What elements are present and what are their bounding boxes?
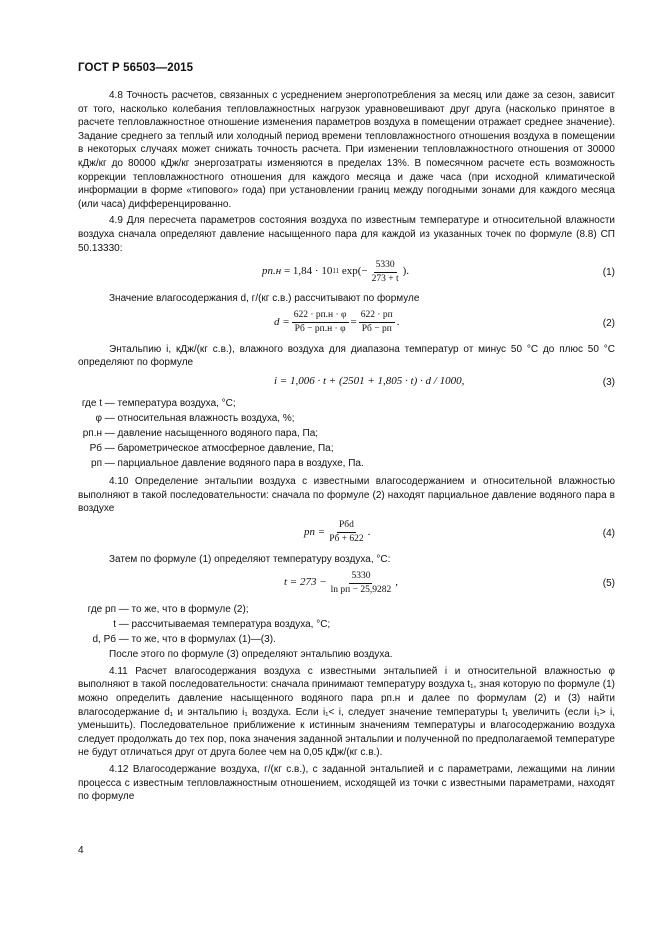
formula-5-numerator: 5330 [349,571,372,584]
where-list-1 [78,397,615,471]
where-item [78,633,615,647]
where-symbol: pп.н [82,427,102,439]
where-description: — температура воздуха, °С; [104,397,236,409]
where-description: — рассчитываемая температура воздуха, °С; [118,619,331,631]
paragraph-4-8: 4.8 Точность расчетов, связанных с усреднением энергопотребления за месяц или даже за сезон, зависит от того, насколько колебания тепловлажностных нагрузок уравновешивают друг друга (насколько принятое в расчете тепловлажностное отношение изменения параметров воздуха в помещении отражает среднее значение). Задание среднего за теплый или холодный период времени тепловлажностного отношения воздуха в помещении в некоторых случаях может снижать точность расчета. При изменении тепловлажностного отношения от 30000 кДж/кг до 80000 кДж/кг энергозатраты изменяются в пределах 13%. В помесячном расчете есть возможность коррекции тепловлажностного отношения для каждого месяца и даже часа (при исходной климатической информации в форме «типового» года) при установлении границ между погодными зонами для каждого месяца (или часа) дифференцированно. [78,90,615,210]
formula-4-denominator: Pб + 622 [329,534,364,545]
formula-2-numerator-1: 622 · pп.н · φ [292,310,349,323]
where-symbol: d, Pб [92,634,116,646]
where-item [78,442,615,456]
where-item [78,412,615,426]
where-symbol: t [113,619,116,631]
where-item [78,457,615,471]
formula-2-denominator-1: Pб − pп.н · φ [294,324,346,335]
where-item [78,603,615,617]
where-symbol: pп [91,457,102,469]
formula-4-number: (4) [602,527,615,539]
where-description: — относительная влажность воздуха, %; [104,412,295,424]
page-header: ГОСТ Р 56503—2015 [78,62,194,74]
formula-5: t = 273 − $\frac{5330}{\text{ln pп − 25,9282}}$ , (5) [284,570,615,595]
formula-5-fraction [329,571,394,596]
where-item [78,618,615,632]
formula-4-fraction [327,520,365,545]
formula-1-fraction [370,260,401,285]
formula-5-lhs: t = 273 − [284,576,327,589]
formula-3-number: (3) [602,376,615,388]
formula-4-numerator: Pбd [337,520,356,533]
formula-4-lhs: pп = [304,525,326,538]
paragraph-4-11: 4.11 Расчет влагосодержания воздуха с известными энтальпией i и относительной влажностью φ выполняют в такой последовательности: сначала принимают температуру воздуха t₁, зная которую по формуле (1) можно определить давление насыщенного водяного пара pп.н и далее по формулам (2) и (3) найти влагосодержание d₁ и энтальпию i₁ воздуха. Если i₁< i, следует значение температуры t₁ увеличить (если i₁> i, уменьшить). Последовательное приближение к истинным значениям температуры и влагосодержанию воздуха следует продолжать до тех пор, пока значения заданной энтальпии и полученной по предполагаемой температуре не будут отличаться друг от друга более чем на 0,05 кДж/(кг с.в.). [78,665,615,759]
paragraph-after: После этого по формуле (3) определяют энтальпию воздуха. [109,649,393,661]
where-item [78,397,615,411]
where-symbol: где t [81,397,102,409]
formula-2-denominator-2: Pб − pп [361,324,392,335]
paragraph-i-intro: Энтальпию i, кДж/(кг с.в.), влажного воздуха для диапазона температур от минус 50 °С до плюс 50 °С определяют по формуле [78,343,615,369]
paragraph-t-intro: Затем по формуле (1) определяют температуру воздуха, °С: [109,553,391,565]
where-description: — парциальное давление водяного пара в воздухе, Па. [104,457,364,469]
formula-2-number: (2) [602,317,615,329]
formula-3 [78,373,615,391]
where-symbol: φ [95,412,102,424]
document-body [78,89,615,807]
where-list-2 [78,603,615,647]
paragraph-4-9: 4.9 Для пересчета параметров состояния воздуха по известным температуре и относительной влажности воздуха сначала определяют давление насыщенного пара для каждой из указанных точек по формуле (8.8) СП 50.13330: [78,215,615,254]
formula-2-lhs: d = [274,315,290,328]
paragraph-4-12: 4.12 Влагосодержание воздуха, г/(кг с.в.), с заданной энтальпией и с параметрами, лежащими на линии процесса с известным тепловлажностным отношением, исходящей из точки с известными параметрами, находят по формуле [78,764,615,803]
where-description: — давление насыщенного водяного пара, Па; [104,427,319,439]
formula-1-exponent: 11 [332,267,340,276]
formula-2-numerator-2: 622 · pп [359,310,395,323]
paragraph-d-intro: Значение влагосодержания d, г/(кг с.в.) рассчитывают по формуле [109,293,420,305]
formula-3-expression: i = 1,006 · t + (2501 + 1,805 · t) · d / 1000, [274,375,465,388]
formula-2-fraction-1 [292,310,349,335]
formula-2-fraction-2 [359,310,395,335]
formula-1-number: (1) [602,267,615,279]
where-description: — то же, что в формулах (1)—(3). [118,634,276,646]
formula-1-exp: exp [341,265,358,278]
where-item [78,427,615,441]
formula-1-denominator: 273 + t [371,273,399,284]
where-symbol: где pп [87,604,116,616]
formula-1: pп.н = 1,84 · 10 11 exp (− $\frac{5330}{273 + t}$ ). (1) [262,259,615,284]
paragraph-4-10: 4.10 Определение энтальпии воздуха с известными влагосодержанием и относительной влажностью выполняют в такой последовательности: сначала по формуле (2) находят парциальное давление водяного пара в воздухе [78,475,615,515]
where-description: — то же, что в формуле (2); [118,604,249,616]
formula-4: pп = $\frac{\text{Pбd}}{Pб + 622}$ . (4) [304,520,615,545]
formula-1-numerator: 5330 [374,260,397,273]
where-description: — барометрическое атмосферное давление, Па; [104,442,334,454]
page-number: 4 [78,845,84,856]
formula-5-number: (5) [602,578,615,590]
formula-1-coef: = 1,84 · 10 [283,265,333,278]
formula-1-lhs: pп.н [262,265,282,278]
where-symbol: Pб [89,442,102,454]
formula-2: d = $\frac{622 \cdot pп.н \cdot \varphi}{Pб - pп.н \cdot \varphi}$ = $\frac{622 \cdot pп}{Pб - pп}$ . (2) [274,310,615,335]
formula-5-denominator: ln pп − 25,9282 [330,584,392,595]
